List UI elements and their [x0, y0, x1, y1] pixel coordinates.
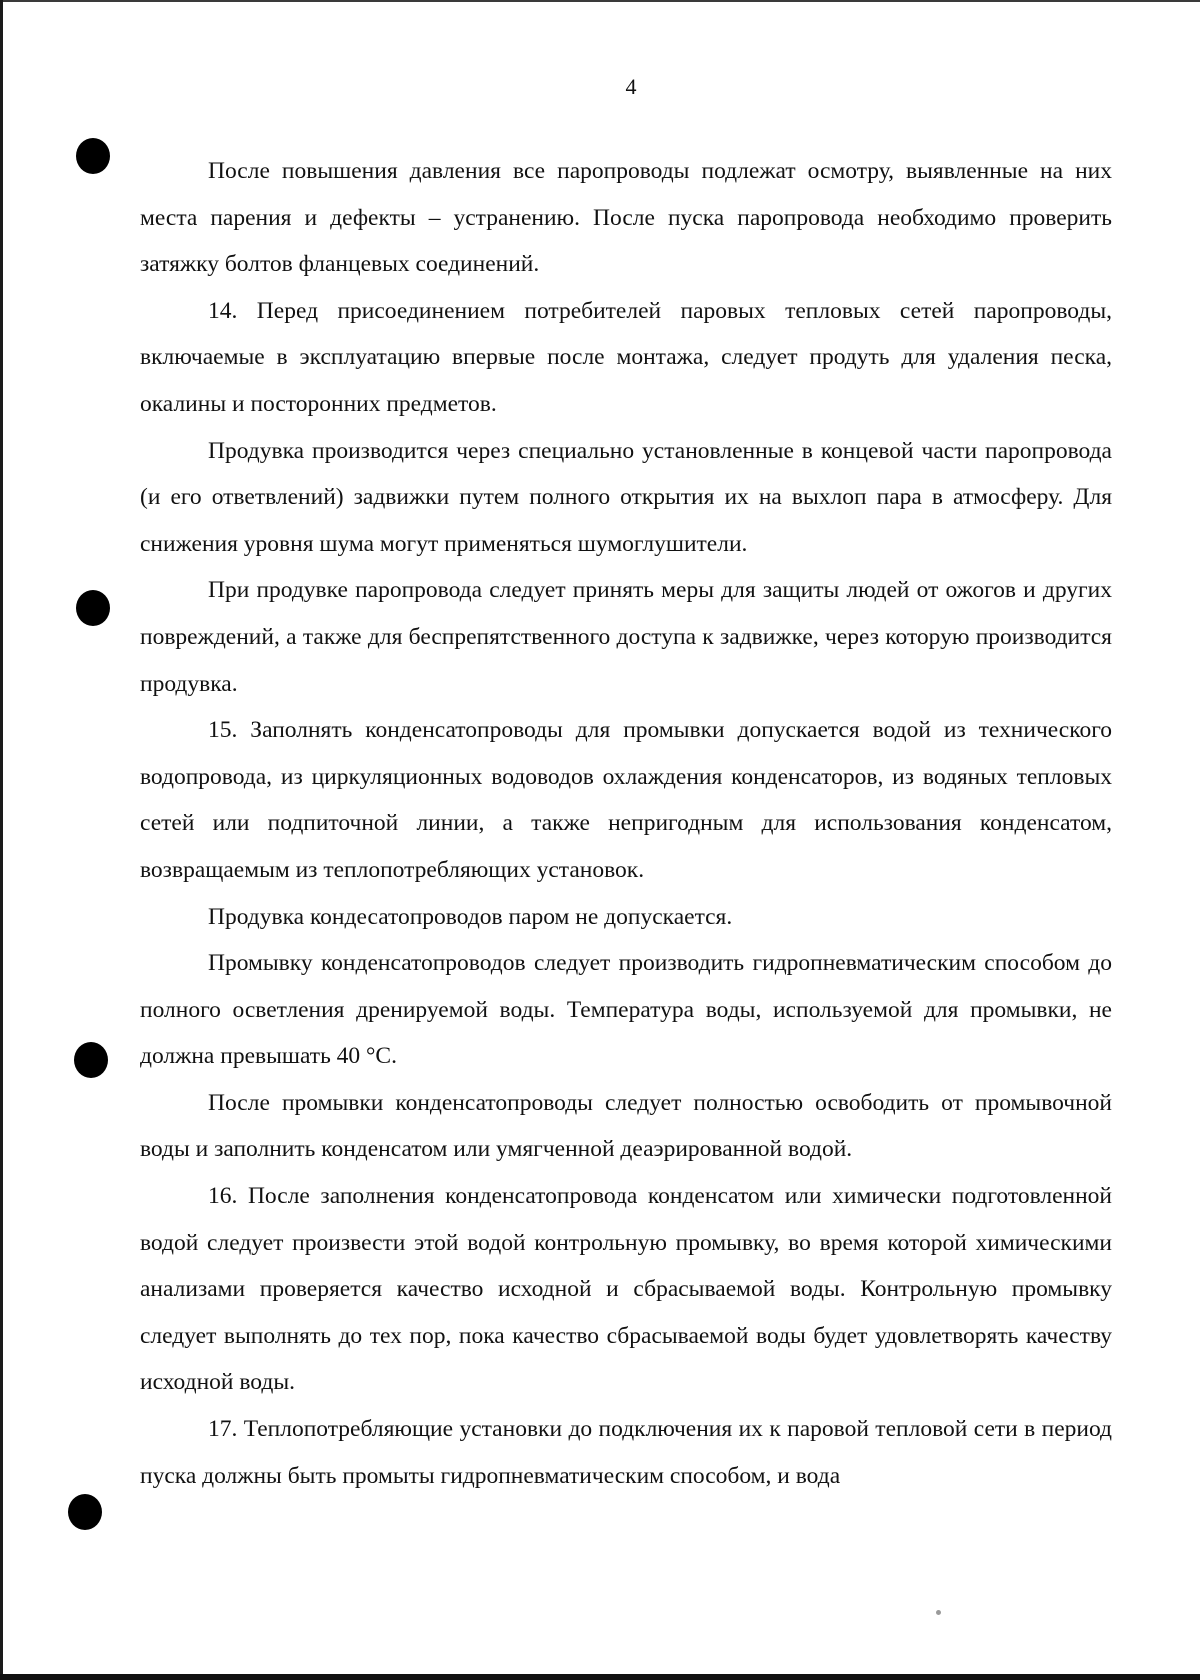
paragraph-item-16: 16. После заполнения конденсатопровода конденсатом или химически подготовленной водой следует произвести этой водой контрольную промывку, во время которой химическими анализами проверяется качество исходной и сбрасываемой воды. Контрольную промывку следует выполнять до тех пор, пока качество сбрасываемой воды будет удовлетворять качеству исходной воды. [140, 1183, 1112, 1396]
scan-border-left [0, 0, 3, 1680]
paragraph: Продувка производится через специально установленные в концевой части паропровода (и его ответвлений) задвижки путем полного открытия их на выхлоп пара в атмосферу. Для снижения уровня шума могут применяться шумоглушители. [140, 437, 1112, 557]
paragraph: При продувке паропровода следует принять меры для защиты людей от ожогов и других повреждений, а также для беспрепятственного доступа к задвижке, через которую производится продувка. [140, 577, 1112, 697]
paragraph-item-14: 14. Перед присоединением потребителей паровых тепловых сетей паропроводы, включаемые в эксплуатацию впервые после монтажа, следует продуть для удаления песка, окалины и посторонних предметов. [140, 297, 1112, 417]
punch-hole [76, 590, 110, 626]
scan-border-top [0, 0, 1200, 2]
page-number: 4 [625, 74, 637, 99]
paragraph: После повышения давления все паропроводы подлежат осмотру, выявленные на них места парения и дефекты – устранению. После пуска паропровода необходимо проверить затяжку болтов фланцевых соединений. [140, 158, 1112, 278]
document-body [140, 148, 1112, 1499]
scan-speck [936, 1610, 941, 1615]
scan-border-bottom [0, 1674, 1200, 1680]
paragraph-item-17: 17. Теплопотребляющие установки до подключения их к паровой тепловой сети в период пуска должны быть промыты гидропневматическим способом, и вода [140, 1416, 1112, 1489]
punch-hole [76, 138, 110, 174]
paragraph: Промывку конденсатопроводов следует производить гидропневматическим способом до полного осветления дренируемой воды. Температура воды, используемой для промывки, не должна превышать 40 °С. [140, 950, 1112, 1070]
paragraph: Продувка кондесатопроводов паром не допускается. [208, 903, 733, 930]
paragraph: После промывки конденсатопроводы следует полностью освободить от промывочной воды и заполнить конденсатом или умягченной деаэрированной водой. [140, 1089, 1112, 1163]
punch-hole [68, 1494, 102, 1530]
paragraph-item-15: 15. Заполнять конденсатопроводы для промывки допускается водой из технического водопровода, из циркуляционных водоводов охлаждения конденсаторов, из водяных тепловых сетей или подпиточной линии, а также непригодным для использования конденсатом, возвращаемым из теплопотребляющих установок. [140, 717, 1112, 883]
punch-hole [74, 1042, 108, 1078]
